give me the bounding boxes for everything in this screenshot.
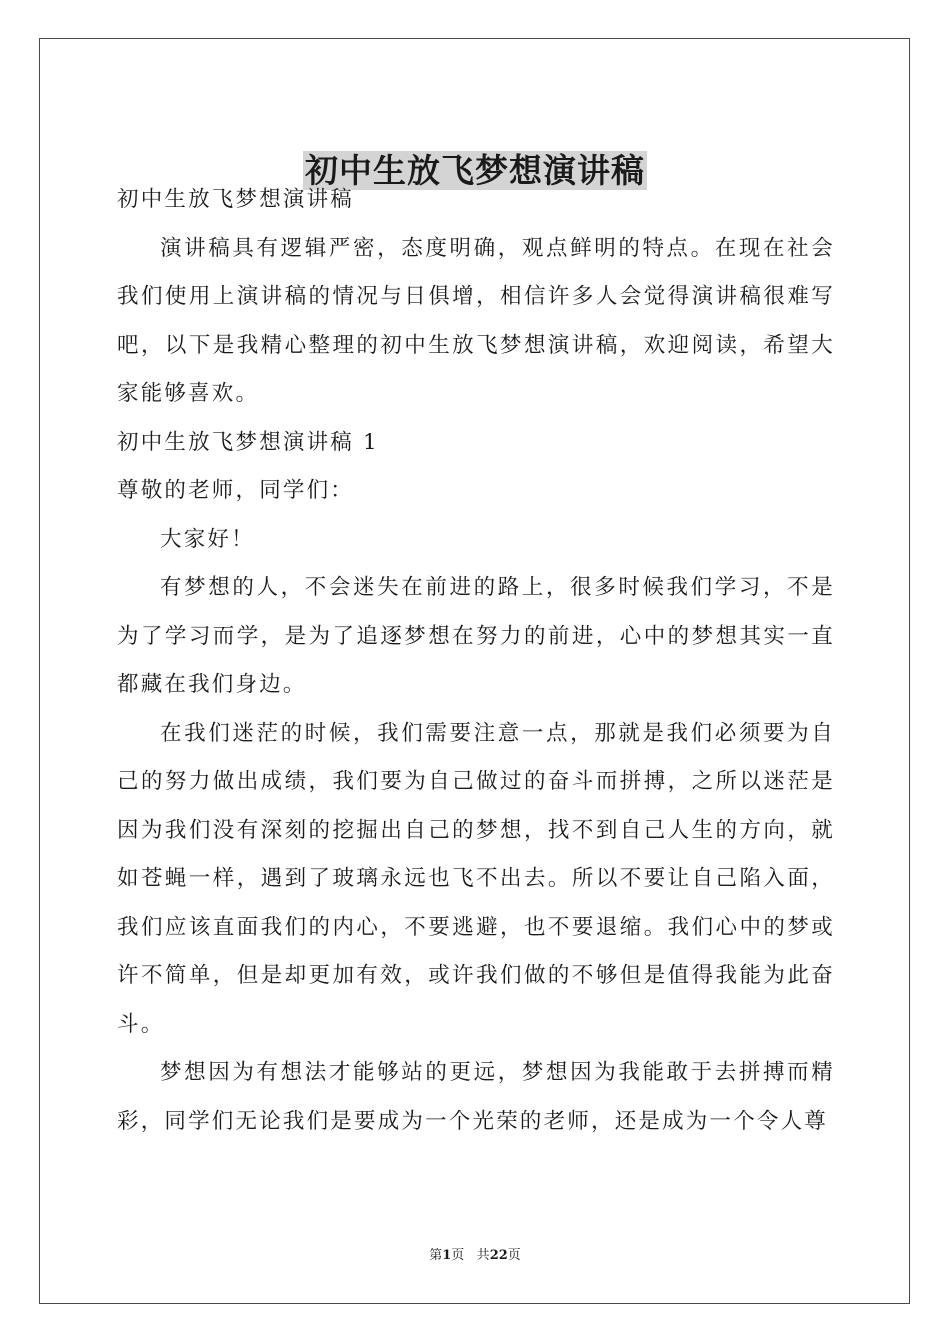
page-suffix: 页 — [451, 1248, 465, 1263]
paragraph: 在我们迷茫的时候，我们需要注意一点，那就是我们必须要为自己的努力做出成绩，我们要为自己做过的奋斗而拼搏，之所以迷茫是因为我们没有深刻的挖掘出自己的梦想，找不到自己人生的方向，就如苍蝇一样，遇到了玻璃永远也飞不出去。所以不要让自己陷入面，我们应该直面我们的内心，不要逃避，也不要退缩。我们心中的梦或许不简单，但是却更加有效，或许我们做的不够但是值得我能为此奋斗。 — [117, 720, 835, 1037]
greeting: 大家好！ — [160, 526, 255, 552]
document-body — [117, 176, 835, 1146]
paragraph: 演讲稿具有逻辑严密，态度明确，观点鲜明的特点。在现在社会我们使用上演讲稿的情况与日俱增，相信许多人会觉得演讲稿很难写吧，以下是我精心整理的初中生放飞梦想演讲稿，欢迎阅读，希望大家能够喜欢。 — [117, 235, 835, 406]
paragraph: 有梦想的人，不会迷失在前进的路上，很多时候我们学习，不是为了学习而学，是为了追逐梦想在努力的前进，心中的梦想其实一直都藏在我们身边。 — [117, 575, 835, 697]
paragraph: 梦想因为有想法才能够站的更远，梦想因为我能敢于去拼搏而精彩，同学们无论我们是要成为一个光荣的老师，还是成为一个令人尊 — [117, 1060, 835, 1134]
section-heading: 初中生放飞梦想演讲稿 1 — [117, 429, 379, 455]
page-total: 22 — [489, 1248, 508, 1263]
total-suffix: 页 — [507, 1248, 521, 1263]
total-prefix: 共 — [476, 1248, 490, 1263]
document-title-text: 初中生放飞梦想演讲稿 — [305, 151, 645, 191]
page-number: 1 — [442, 1248, 452, 1263]
salutation: 尊敬的老师，同学们： — [117, 478, 355, 503]
page-footer — [0, 1247, 950, 1265]
page-prefix: 第 — [429, 1248, 443, 1263]
paragraph: 初中生放飞梦想演讲稿 — [117, 187, 355, 212]
